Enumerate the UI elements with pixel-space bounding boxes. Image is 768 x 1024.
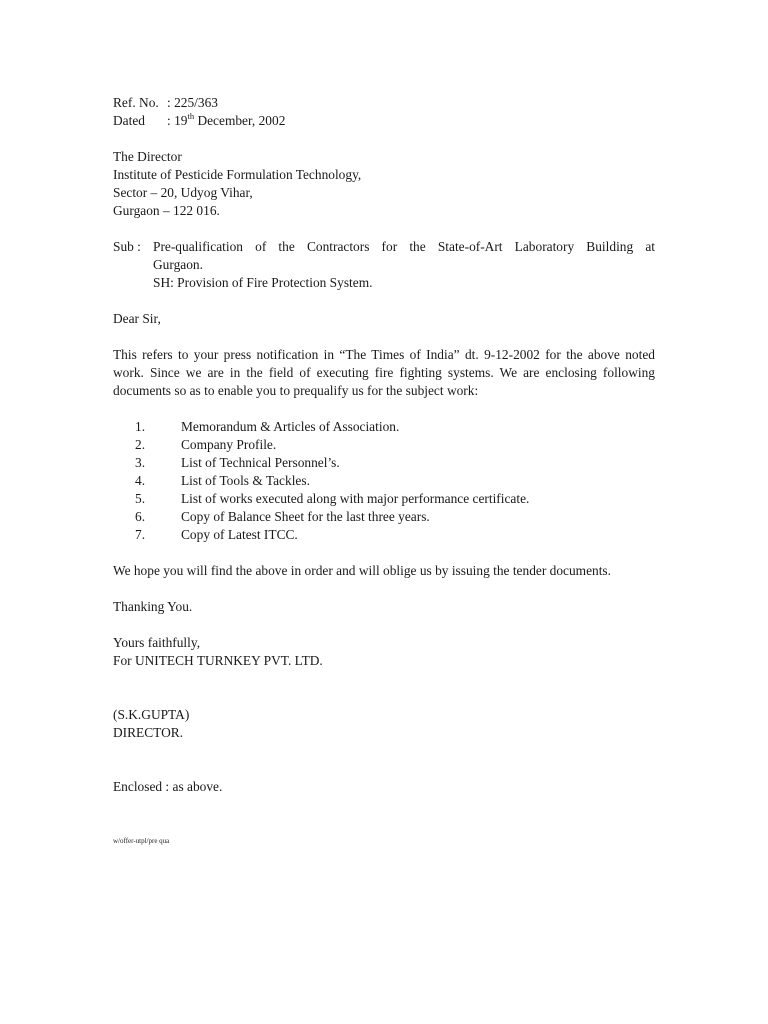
thanks-line: Thanking You.: [113, 599, 193, 614]
recipient-line-4: Gurgaon – 122 016.: [113, 203, 220, 218]
list-text: List of Tools & Tackles.: [181, 473, 310, 488]
list-text: List of works executed along with major performance certificate.: [181, 491, 530, 506]
signoff-line-1: Yours faithfully,: [113, 635, 201, 650]
recipient-address: [113, 148, 655, 220]
dated-label: Dated: [113, 113, 145, 128]
letter-body: [113, 94, 655, 796]
list-text: Copy of Balance Sheet for the last three years.: [181, 509, 430, 524]
list-item: [113, 454, 655, 472]
list-number: 3.: [135, 455, 146, 470]
signoff: [113, 634, 655, 670]
list-text: Company Profile.: [181, 437, 277, 452]
documents-list: [113, 418, 655, 544]
salutation: Dear Sir,: [113, 311, 161, 326]
dated-suffix: December, 2002: [194, 113, 286, 128]
signatory-title: DIRECTOR.: [113, 725, 184, 740]
list-number: 6.: [135, 509, 146, 524]
list-number: 7.: [135, 527, 146, 542]
subject-block: [113, 238, 655, 292]
list-item: [113, 472, 655, 490]
body-paragraph: This refers to your press notification in “The Times of India” dt. 9-12-2002 for the above noted work. Since we are in the field of executing fire fighting systems. We are enclosing following documents so as to enable you to prequalify us for the subject work:: [113, 347, 655, 398]
reference-number: [113, 94, 655, 112]
list-text: Copy of Latest ITCC.: [181, 527, 298, 542]
subject-label: Sub :: [113, 239, 141, 254]
subject-line-3: SH: Provision of Fire Protection System.: [153, 275, 373, 290]
signoff-line-2: For UNITECH TURNKEY PVT. LTD.: [113, 653, 323, 668]
file-reference: w/offer-utpl/pre qua: [113, 837, 170, 845]
list-item: [113, 508, 655, 526]
list-text: Memorandum & Articles of Association.: [181, 419, 400, 434]
list-number: 5.: [135, 491, 146, 506]
recipient-line-1: The Director: [113, 149, 182, 164]
list-text: List of Technical Personnel’s.: [181, 455, 340, 470]
date-line: [113, 112, 655, 130]
list-item: [113, 490, 655, 508]
signatory-name: (S.K.GUPTA): [113, 707, 190, 722]
list-number: 4.: [135, 473, 146, 488]
list-item: [113, 436, 655, 454]
ref-value: : 225/363: [167, 95, 218, 110]
dated-prefix: : 19: [167, 113, 188, 128]
signatory: [113, 706, 655, 742]
list-number: 2.: [135, 437, 146, 452]
list-item: [113, 418, 655, 436]
recipient-line-2: Institute of Pesticide Formulation Technology,: [113, 167, 362, 182]
subject-line-1: Pre-qualification of the Contractors for the State-of-Art Laboratory Building at: [153, 239, 655, 254]
subject-line-2: Gurgaon.: [153, 257, 203, 272]
enclosed-line: Enclosed : as above.: [113, 779, 223, 794]
list-number: 1.: [135, 419, 146, 434]
ref-label: Ref. No.: [113, 95, 159, 110]
subject-text: [153, 238, 655, 292]
recipient-line-3: Sector – 20, Udyog Vihar,: [113, 185, 253, 200]
closing-paragraph: We hope you will find the above in order and will oblige us by issuing the tender documents.: [113, 563, 611, 578]
list-item: [113, 526, 655, 544]
dated-ordinal: th: [187, 110, 195, 121]
